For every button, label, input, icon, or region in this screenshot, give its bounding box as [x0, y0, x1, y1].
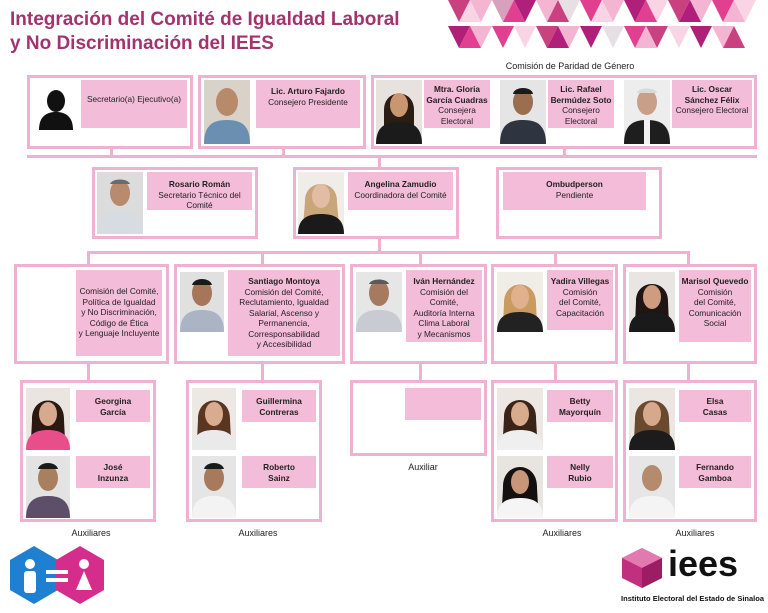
councilor-photo-1 [376, 80, 422, 144]
committee-4-line: Capacitación [556, 307, 604, 318]
auxiliary-4-2-name-2: Rubio [568, 472, 592, 483]
committee-5-line: Comunicación [688, 307, 742, 318]
auxiliary-2-2-name-1: Roberto [263, 462, 295, 472]
equality-icon [8, 544, 106, 606]
auxiliary-2-2-name-2: Sainz [268, 472, 290, 483]
auxiliary-1-caption: Auxiliares [71, 528, 111, 538]
committee-2-line: Comisión del Comité, [244, 286, 324, 297]
auxiliary-2-1-photo [192, 388, 236, 450]
councilor-3-name-1: Lic. Oscar [691, 84, 733, 94]
auxiliary-4-2-label [547, 462, 613, 483]
connector-row3-top [687, 251, 690, 265]
auxiliary-1-2-name-2: Inzunza [97, 472, 129, 483]
committee-2-line: Reclutamiento, Igualdad [239, 297, 329, 307]
connector-row4-top [261, 363, 264, 381]
councilor-3-role: Consejero Electoral [675, 105, 749, 115]
auxiliary-4-1-label [547, 396, 613, 417]
councilor-photo-3 [624, 80, 670, 144]
ombudsperson-label [503, 179, 646, 200]
councilor-3-label [672, 84, 752, 116]
auxiliary-2-caption: Auxiliares [238, 528, 278, 538]
committee-2-photo [180, 272, 224, 332]
auxiliary-5-2-photo [629, 456, 675, 518]
connector-row4-top [554, 363, 557, 381]
auxiliary-1-1-name-1: Georgina [94, 396, 132, 406]
committee-3-line: Comisión del Comité, [420, 286, 468, 307]
president-label [256, 86, 360, 107]
auxiliary-4-1-photo [497, 388, 543, 450]
auxiliary-5-1-label [679, 396, 751, 417]
committee-1-line: Política de Igualdad [82, 296, 156, 307]
auxiliary-2-1-name-2: Contreras [259, 406, 299, 417]
committee-3-name: Iván Hernández [413, 276, 475, 286]
connector-row4-top [87, 363, 90, 381]
auxiliary-5-caption: Auxiliares [675, 528, 715, 538]
councilor-1-label [424, 84, 490, 126]
committee-4-line: del Comité, [559, 297, 601, 307]
committee-2-line: Corresponsabilidad [248, 328, 320, 339]
committee-1-line: Código de Ética [89, 317, 149, 328]
president-photo [204, 80, 250, 144]
committee-5-name: Marisol Quevedo [681, 276, 749, 286]
auxiliary-4-2-name-1: Nelly [570, 462, 590, 472]
committee-5-line: Comisión [697, 286, 733, 297]
connector-row3-top [419, 251, 422, 265]
commission-label: Comisión de Paridad de Género [505, 61, 635, 71]
president-role: Consejero Presidente [268, 96, 348, 107]
councilor-2-name-2: Bermúdez Soto [550, 94, 612, 105]
committee-3-photo [356, 272, 402, 332]
connector-horizontal-1 [27, 155, 757, 158]
technical-secretary-role: Secretario Técnico del Comité [158, 189, 241, 210]
committee-1-line: Comisión del Comité, [79, 286, 159, 296]
committee-2-line: Salarial, Ascenso y Permanencia, [248, 307, 320, 328]
councilor-1-name-2: García Cuadras [426, 94, 488, 105]
auxiliary-1-2-photo [26, 456, 70, 518]
committee-2-line: y Accesibilidad [256, 339, 312, 349]
coordinator-label [348, 179, 453, 200]
auxiliary-4-2-photo [497, 456, 543, 518]
connector-row3-top [87, 251, 90, 265]
auxiliary-5-2-label [679, 462, 751, 483]
connector-row4-top [687, 363, 690, 381]
committee-5-label [679, 276, 751, 329]
connector-row4-top [419, 363, 422, 381]
secretary-role: Secretario(a) Ejecutivo(a) [86, 94, 182, 104]
councilor-1-role: Consejera Electoral [438, 105, 476, 126]
auxiliary-1-2-label [76, 462, 150, 483]
councilor-2-role: Consejero Electoral [562, 105, 600, 126]
page-title [10, 8, 400, 56]
auxiliary-2-2-label [242, 462, 316, 483]
coordinator-photo [298, 172, 344, 234]
connector-row3-top [554, 251, 557, 265]
committee-2-label [228, 276, 340, 350]
committee-2-name: Santiago Montoya [248, 276, 320, 286]
auxiliary-4-1-name-1: Betty [569, 396, 591, 406]
councilor-2-name-1: Lic. Rafael [560, 84, 602, 94]
committee-4-photo [497, 272, 543, 332]
auxiliary-2-1-name-1: Guillermina [256, 396, 302, 406]
title-line-1: Integración del Comité de Igualdad Laboral [10, 9, 400, 30]
councilor-1-name-1: Mtra. Gloria [433, 84, 481, 94]
committee-5-line: del Comité, [694, 297, 736, 307]
technical-secretary-name: Rosario Román [168, 179, 231, 189]
coordinator-role: Coordinadora del Comité [354, 189, 447, 200]
committee-3-label [406, 276, 482, 339]
committee-4-line: Comisión [562, 286, 598, 297]
councilor-3-name-2: Sánchez Félix [684, 94, 740, 105]
auxiliary-2-1-label [242, 396, 316, 417]
committee-4-label [547, 276, 613, 318]
councilor-2-label [548, 84, 614, 126]
committee-3-line: Auditoría Interna [413, 307, 475, 318]
logo-subtitle: Instituto Electoral del Estado de Sinaloa [621, 594, 764, 603]
auxiliary-3-label-box [405, 388, 481, 420]
ombudsperson-role: Pendiente [555, 189, 594, 200]
auxiliary-1-1-name-2: García [100, 406, 126, 417]
councilor-photo-2 [500, 80, 546, 144]
committee-5-photo [629, 272, 675, 332]
coordinator-name: Angelina Zamudio [364, 179, 437, 189]
auxiliary-5-1-name-1: Elsa [706, 396, 724, 406]
committee-3-line: y Mecanismos [417, 328, 471, 339]
auxiliary-1-1-label [76, 396, 150, 417]
auxiliary-3-caption: Auxiliar [408, 462, 438, 472]
iees-logo-icon [620, 546, 664, 590]
technical-secretary-label [147, 179, 252, 211]
technical-secretary-photo [97, 172, 143, 234]
committee-4-name: Yadira Villegas [550, 276, 610, 286]
auxiliary-4-1-name-2: Mayorquín [559, 406, 601, 417]
ombudsperson-name: Ombudperson [546, 179, 603, 189]
committee-5-line: Social [703, 318, 727, 328]
decorative-triangles [448, 0, 768, 52]
committee-3-line: Clima Laboral [418, 318, 470, 328]
title-line-2: y No Discriminación del IEES [10, 33, 274, 54]
connector-horizontal-2 [87, 251, 690, 254]
auxiliary-2-2-photo [192, 456, 236, 518]
committee-1-line: y No Discriminación, [81, 307, 157, 317]
silhouette-icon [37, 88, 75, 130]
committee-1-label [76, 286, 162, 339]
auxiliary-1-2-name-1: José [103, 462, 123, 472]
auxiliary-5-2-name-2: Gamboa [698, 472, 732, 483]
president-name: Lic. Arturo Fajardo [271, 86, 345, 96]
connector-row3-top [261, 251, 264, 265]
auxiliary-4-caption: Auxiliares [542, 528, 582, 538]
committee-1-line: y Lenguaje Incluyente [78, 328, 160, 338]
auxiliary-5-2-name-1: Fernando [696, 462, 734, 472]
auxiliary-5-1-photo [629, 388, 675, 450]
auxiliary-1-1-photo [26, 388, 70, 450]
auxiliary-5-1-name-2: Casas [702, 406, 728, 417]
logo-text: iees [668, 543, 739, 584]
